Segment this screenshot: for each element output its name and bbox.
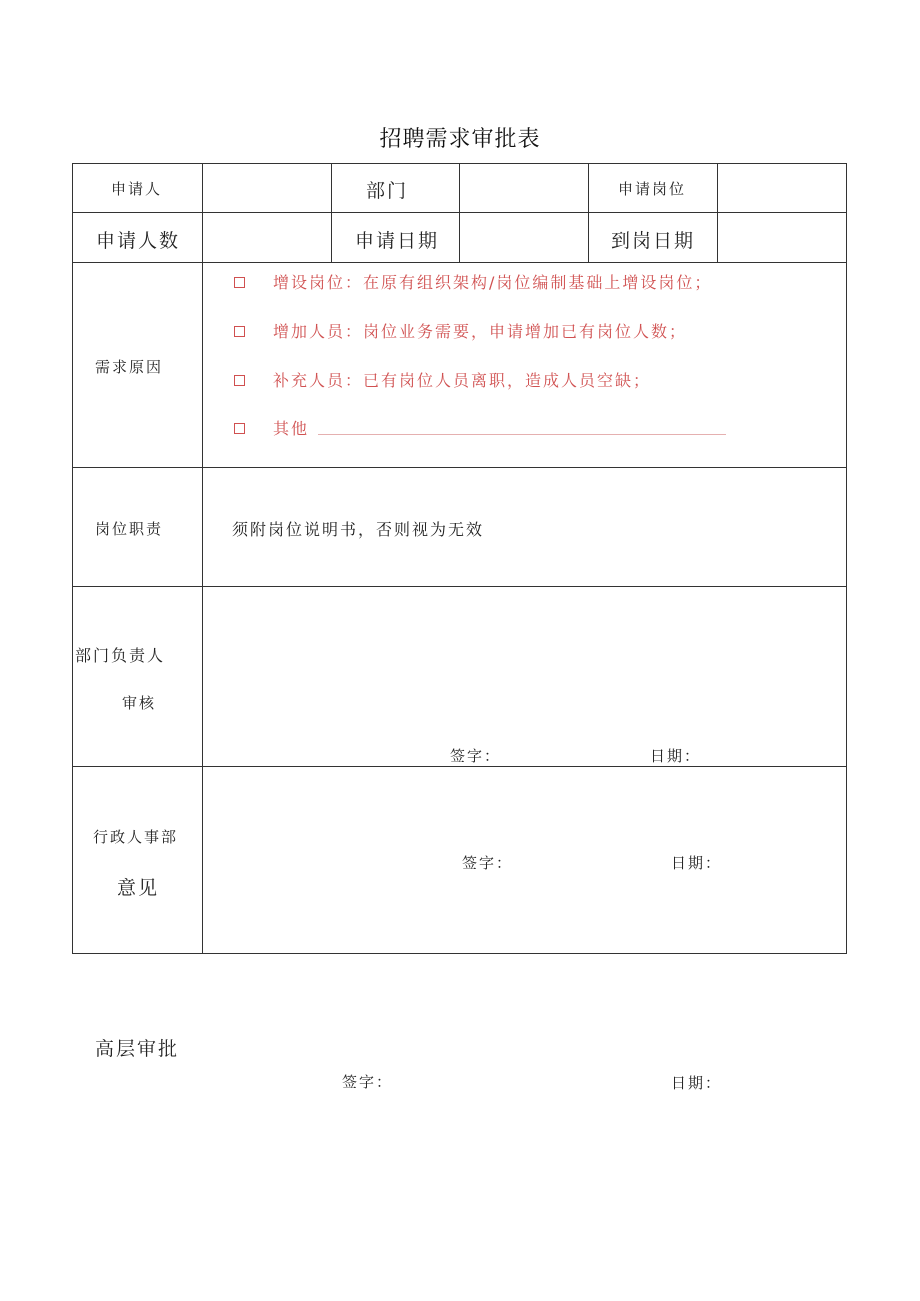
reason-option-add-staff[interactable] <box>234 319 687 342</box>
form-title: 招聘需求审批表 <box>379 127 541 152</box>
exec-approval-sign-label: 签字： <box>342 1073 394 1091</box>
dept-review-sign-label: 签字： <box>450 747 502 765</box>
checkbox-icon[interactable] <box>234 326 245 337</box>
exec-approval-date-label: 日期： <box>671 1074 723 1092</box>
reason-option-text: 补充人员：已有岗位人员离职，造成人员空缺； <box>273 371 652 390</box>
checkbox-icon[interactable] <box>234 277 245 288</box>
reason-option-text: 增加人员：岗位业务需要，申请增加已有岗位人数； <box>273 322 688 341</box>
duties-label: 岗位职责 <box>95 520 164 538</box>
reason-label: 需求原因 <box>95 358 164 376</box>
position-field[interactable] <box>719 165 845 211</box>
column-divider <box>331 163 332 262</box>
other-reason-input-line[interactable] <box>318 434 726 435</box>
reason-option-add-position[interactable] <box>234 270 712 293</box>
row-divider <box>72 262 847 263</box>
admin-opinion-label-line2: 意见 <box>117 877 160 899</box>
row-divider <box>72 586 847 587</box>
row-divider <box>72 766 847 767</box>
arrival-date-label: 到岗日期 <box>611 230 696 252</box>
dept-review-label-line2: 审核 <box>122 694 157 712</box>
column-divider <box>459 163 460 262</box>
apply-date-label: 申请日期 <box>355 230 440 252</box>
dept-review-label-line1: 部门负责人 <box>75 646 166 665</box>
headcount-label: 申请人数 <box>96 230 181 252</box>
checkbox-icon[interactable] <box>234 423 245 434</box>
duties-note: 须附岗位说明书，否则视为无效 <box>232 520 485 539</box>
reason-option-text: 增设岗位：在原有组织架构/岗位编制基础上增设岗位； <box>273 273 713 292</box>
headcount-field[interactable] <box>204 214 330 261</box>
admin-opinion-label-line1: 行政人事部 <box>93 828 179 846</box>
row-divider <box>72 467 847 468</box>
department-field[interactable] <box>461 165 587 211</box>
reason-option-text: 其他 <box>273 419 310 438</box>
column-divider <box>717 163 718 262</box>
admin-opinion-date-label: 日期： <box>671 854 723 872</box>
reason-option-replacement[interactable] <box>234 368 651 391</box>
department-label: 部门 <box>366 180 409 202</box>
arrival-date-field[interactable] <box>719 214 845 261</box>
dept-review-date-label: 日期： <box>650 747 702 765</box>
position-label: 申请岗位 <box>618 180 687 198</box>
admin-opinion-sign-label: 签字： <box>462 854 514 872</box>
reason-option-other[interactable] <box>234 416 309 439</box>
exec-approval-label: 高层审批 <box>95 1038 180 1060</box>
apply-date-field[interactable] <box>461 214 587 261</box>
applicant-label: 申请人 <box>111 180 163 198</box>
applicant-field[interactable] <box>204 165 330 211</box>
column-divider <box>202 163 203 954</box>
checkbox-icon[interactable] <box>234 375 245 386</box>
column-divider <box>588 163 589 262</box>
